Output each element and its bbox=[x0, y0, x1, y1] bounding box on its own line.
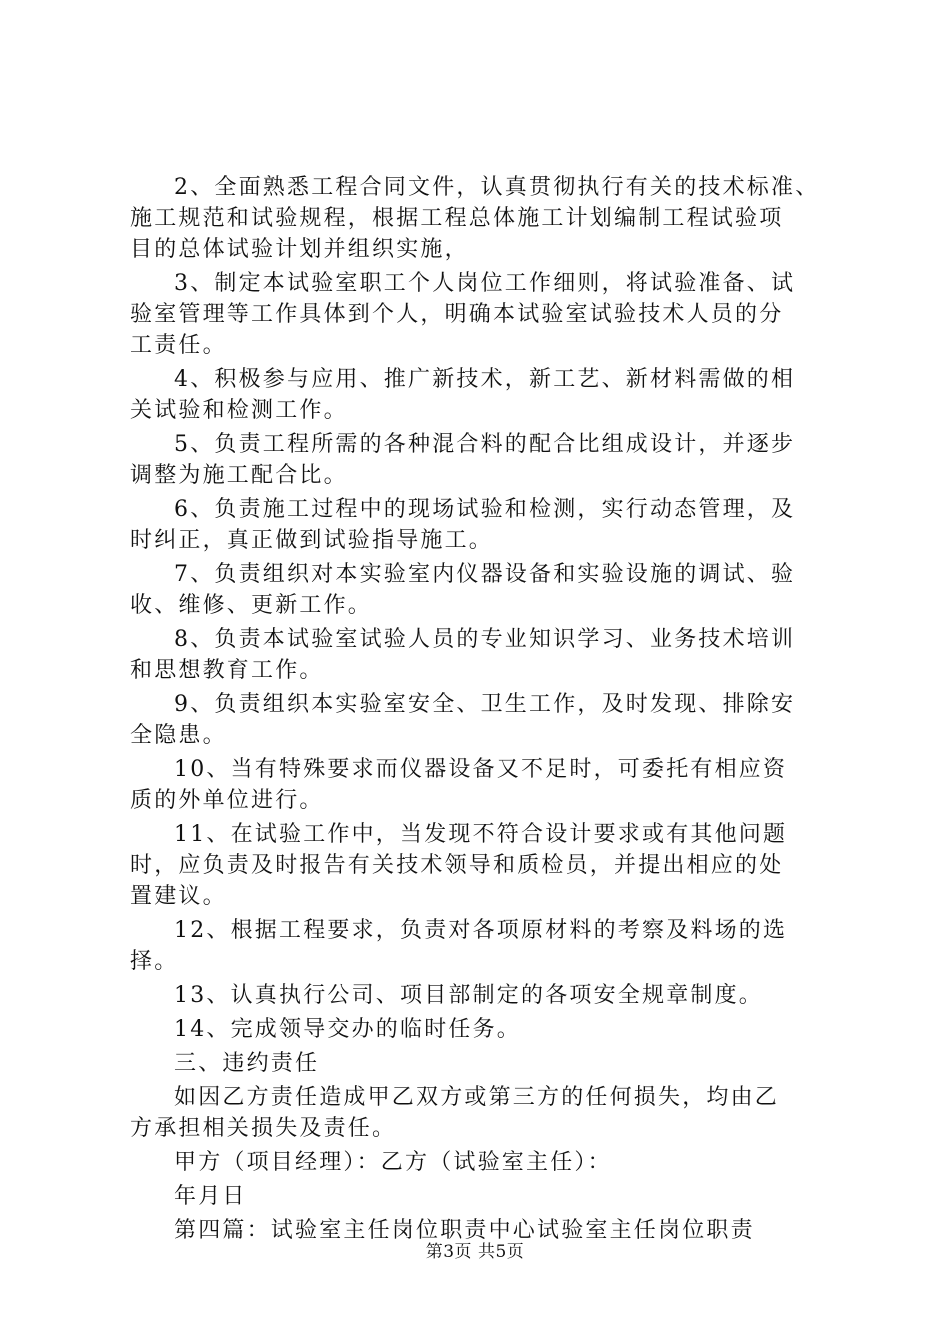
paragraph-line: 和思想教育工作。 bbox=[130, 658, 324, 683]
paragraph-line: 7、负责组织对本实验室内仪器设备和实验设施的调试、验 bbox=[174, 562, 796, 587]
paragraph-line: 质的外单位进行。 bbox=[130, 788, 324, 813]
paragraph bbox=[130, 980, 840, 1011]
paragraph bbox=[130, 1048, 840, 1079]
paragraph-line: 年月日 bbox=[174, 1184, 247, 1209]
paragraph-line: 12、根据工程要求，负责对各项原材料的考察及料场的选 bbox=[174, 918, 788, 943]
paragraph-line: 11、在试验工作中，当发现不符合设计要求或有其他问题 bbox=[174, 822, 788, 847]
paragraph bbox=[130, 364, 840, 426]
paragraph-line: 验室管理等工作具体到个人，明确本试验室试验技术人员的分 bbox=[130, 302, 784, 327]
paragraph bbox=[130, 915, 840, 977]
paragraph-line: 如因乙方责任造成甲乙双方或第三方的任何损失，均由乙 bbox=[174, 1085, 780, 1110]
paragraph-line: 施工规范和试验规程，根据工程总体施工计划编制工程试验项 bbox=[130, 206, 784, 231]
document-body bbox=[130, 172, 840, 1246]
paragraph-line: 三、违约责任 bbox=[174, 1051, 320, 1076]
paragraph-line: 6、负责施工过程中的现场试验和检测，实行动态管理，及 bbox=[174, 497, 796, 522]
paragraph-line: 目的总体试验计划并组织实施， bbox=[130, 237, 469, 262]
paragraph-line: 择。 bbox=[130, 949, 179, 974]
paragraph-line: 方承担相关损失及责任。 bbox=[130, 1116, 397, 1141]
paragraph-line: 全隐患。 bbox=[130, 723, 227, 748]
paragraph-line: 时纠正，真正做到试验指导施工。 bbox=[130, 528, 494, 553]
paragraph bbox=[130, 268, 840, 361]
paragraph bbox=[130, 559, 840, 621]
paragraph bbox=[130, 689, 840, 751]
paragraph-line: 9、负责组织本实验室安全、卫生工作，及时发现、排除安 bbox=[174, 692, 796, 717]
paragraph bbox=[130, 754, 840, 816]
paragraph-line: 3、制定本试验室职工个人岗位工作细则，将试验准备、试 bbox=[174, 271, 796, 296]
paragraph bbox=[130, 1147, 840, 1178]
paragraph bbox=[130, 819, 840, 912]
paragraph-line: 置建议。 bbox=[130, 884, 227, 909]
paragraph bbox=[130, 1014, 840, 1045]
paragraph-line: 时，应负责及时报告有关技术领导和质检员，并提出相应的处 bbox=[130, 853, 784, 878]
page-footer: 第3页 共5页 bbox=[425, 1242, 525, 1262]
paragraph-line: 8、负责本试验室试验人员的专业知识学习、业务技术培训 bbox=[174, 627, 796, 652]
paragraph-line: 甲方（项目经理）：乙方（试验室主任）： bbox=[174, 1150, 612, 1175]
paragraph bbox=[130, 494, 840, 556]
paragraph bbox=[130, 1181, 840, 1212]
paragraph bbox=[130, 429, 840, 491]
paragraph-line: 5、负责工程所需的各种混合料的配合比组成设计，并逐步 bbox=[174, 432, 796, 457]
paragraph-line: 收、维修、更新工作。 bbox=[130, 593, 373, 618]
paragraph-line: 10、当有特殊要求而仪器设备又不足时，可委托有相应资 bbox=[174, 757, 788, 782]
paragraph-line: 14、完成领导交办的临时任务。 bbox=[174, 1017, 521, 1042]
paragraph-line: 关试验和检测工作。 bbox=[130, 398, 348, 423]
paragraph-line: 2、全面熟悉工程合同文件，认真贯彻执行有关的技术标准、 bbox=[174, 175, 820, 200]
paragraph-line: 13、认真执行公司、项目部制定的各项安全规章制度。 bbox=[174, 983, 763, 1008]
paragraph-line: 调整为施工配合比。 bbox=[130, 463, 348, 488]
paragraph bbox=[130, 624, 840, 686]
paragraph bbox=[130, 1082, 840, 1144]
paragraph-line: 4、积极参与应用、推广新技术，新工艺、新材料需做的相 bbox=[174, 367, 796, 392]
paragraph-line: 第四篇：试验室主任岗位职责中心试验室主任岗位职责 bbox=[174, 1218, 755, 1243]
paragraph bbox=[130, 172, 840, 265]
paragraph-line: 工责任。 bbox=[130, 333, 227, 358]
